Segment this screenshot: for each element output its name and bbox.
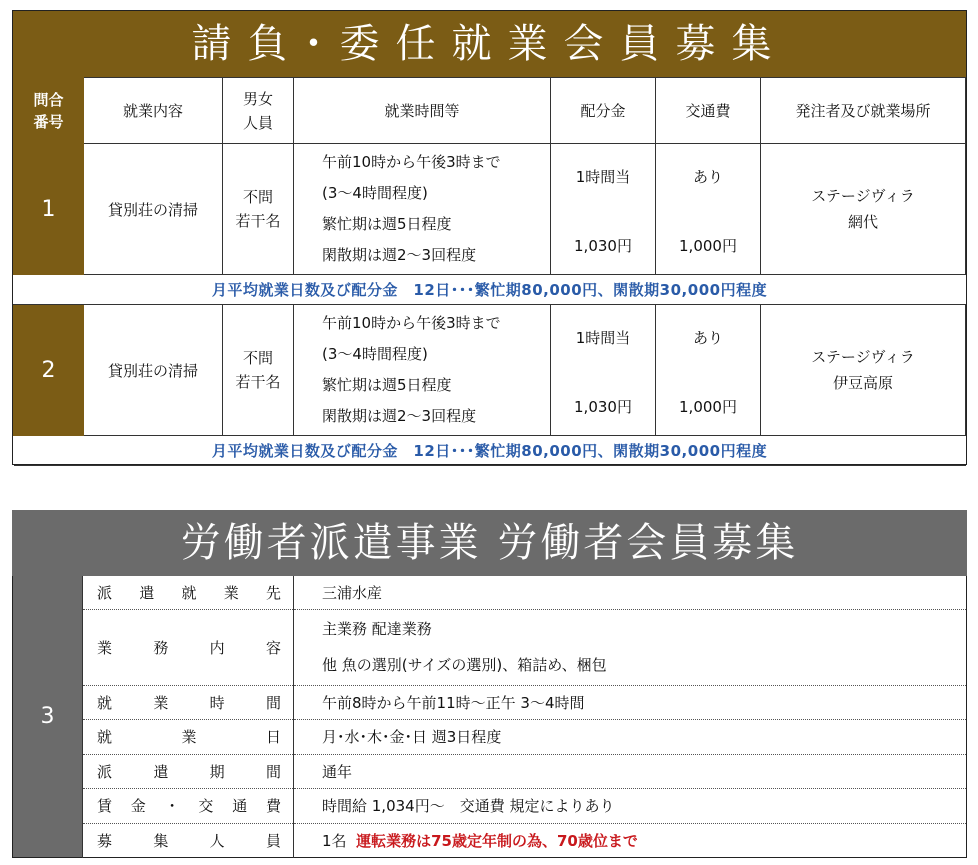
row-gender: 不問 若干名 [223, 305, 294, 436]
label-work-hours: 就 業 時 間 [83, 685, 294, 719]
contract-recruitment-panel [12, 10, 967, 465]
row-gender: 不問 若干名 [223, 144, 294, 275]
value-work-hours: 午前8時から午前11時～正午 3～4時間 [294, 685, 967, 719]
dispatch-recruitment-panel [12, 510, 967, 857]
header-number: 問合 番号 [14, 78, 84, 144]
label-work-days: 就 業 日 [83, 719, 294, 754]
header-pay: 配分金 [551, 78, 656, 144]
dispatch-details-table [12, 576, 967, 858]
table-row [13, 609, 967, 685]
header-hours: 就業時間等 [294, 78, 551, 144]
value-dispatch-period: 通年 [294, 754, 967, 788]
table-row [14, 144, 966, 275]
value-dispatch-location: 三浦水産 [294, 576, 967, 609]
contract-jobs-table [13, 77, 966, 466]
label-dispatch-period: 派 遣 期 間 [83, 754, 294, 788]
label-dispatch-location: 派 遣 就 業 先 [83, 576, 294, 609]
label-recruit-count: 募 集 人 員 [83, 823, 294, 857]
row-pay: 1時間当 1,030円 [551, 305, 656, 436]
row-job: 貸別荘の清掃 [84, 144, 223, 275]
row-client: ステージヴィラ 伊豆高原 [761, 305, 966, 436]
row-transport: あり 1,000円 [656, 305, 761, 436]
label-wage-transport: 賃 金 ・ 交 通 費 [83, 788, 294, 823]
header-gender: 男女 人員 [223, 78, 294, 144]
value-job-content: 主業務 配達業務 他 魚の選別(サイズの選別)、箱詰め、梱包 [294, 609, 967, 685]
value-work-days: 月･水･木･金･日 週3日程度 [294, 719, 967, 754]
row-summary: 月平均就業日数及び配分金 12日･･･繁忙期80,000円、閑散期30,000円程度 [14, 436, 966, 466]
section2-title: 労働者派遣事業 労働者会員募集 [12, 510, 967, 576]
header-client: 発注者及び就業場所 [761, 78, 966, 144]
value-recruit-count: 1名 運転業務は75歳定年制の為、70歳位まで [322, 831, 638, 850]
table-row [13, 788, 967, 823]
row-hours: 午前10時から午後3時まで (3～4時間程度) 繁忙期は週5日程度 閑散期は週2～3回程度 [294, 144, 551, 275]
row-transport: あり 1,000円 [656, 144, 761, 275]
value-wage-transport: 時間給 1,034円～ 交通費 規定によりあり [294, 788, 967, 823]
table-row [14, 305, 966, 436]
header-transport: 交通費 [656, 78, 761, 144]
section1-title: 請負･委任就業会員募集 [13, 11, 966, 77]
table-row [13, 823, 967, 857]
row-hours: 午前10時から午後3時まで (3～4時間程度) 繁忙期は週5日程度 閑散期は週2～3回程度 [294, 305, 551, 436]
row-number: 3 [13, 576, 83, 857]
row-number: 2 [14, 305, 84, 436]
table-row [13, 754, 967, 788]
row-client: ステージヴィラ 網代 [761, 144, 966, 275]
summary-row [14, 275, 966, 305]
row-job: 貸別荘の清掃 [84, 305, 223, 436]
row-number: 1 [14, 144, 84, 275]
table-row [13, 685, 967, 719]
label-job-content: 業 務 内 容 [83, 609, 294, 685]
row-pay: 1時間当 1,030円 [551, 144, 656, 275]
table-row [13, 576, 967, 609]
table-row [13, 719, 967, 754]
row-summary: 月平均就業日数及び配分金 12日･･･繁忙期80,000円、閑散期30,000円程度 [14, 275, 966, 305]
age-limit-note: 運転業務は75歳定年制の為、70歳位まで [356, 831, 638, 850]
header-job: 就業内容 [84, 78, 223, 144]
summary-row [14, 436, 966, 466]
table-header-row [14, 78, 966, 144]
